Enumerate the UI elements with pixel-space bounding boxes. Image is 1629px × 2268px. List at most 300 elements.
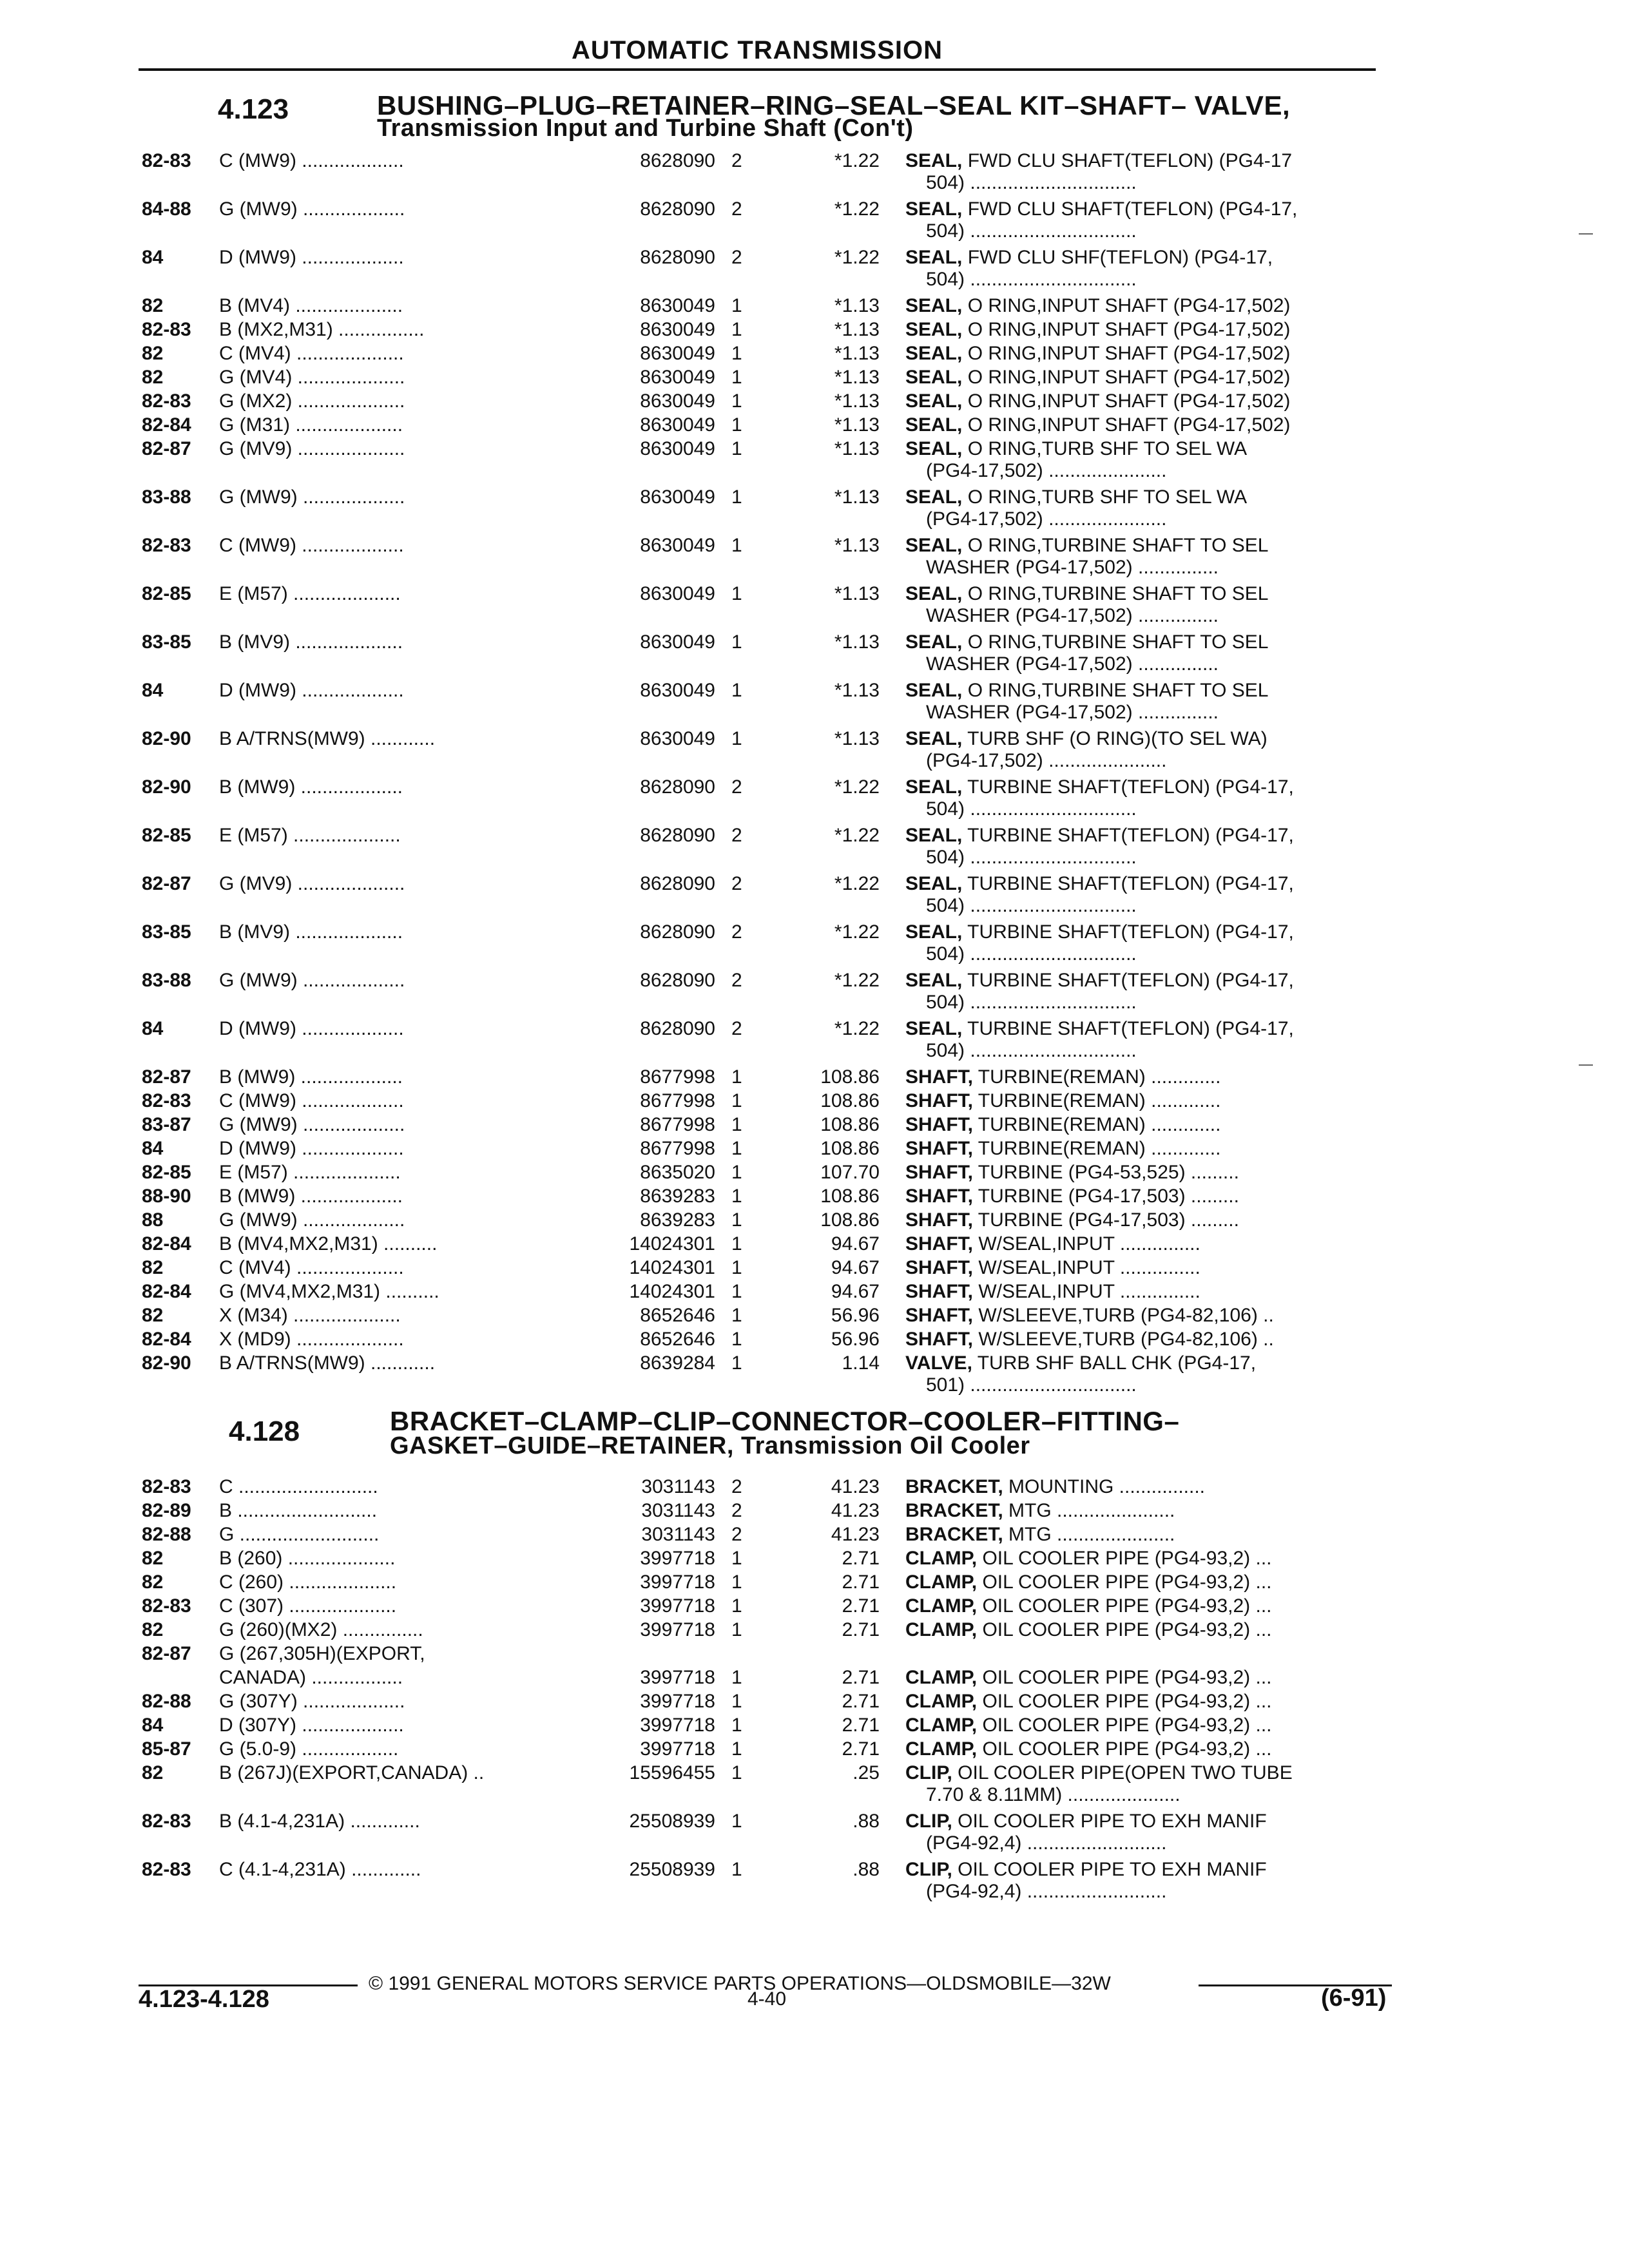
part-detail: FWD CLU SHAFT(TEFLON) (PG4-17, [962, 198, 1298, 220]
part-number: 8628090 [640, 150, 715, 171]
price: *1.22 [834, 825, 880, 846]
part-number: 8677998 [640, 1114, 715, 1135]
part-description [905, 824, 1389, 847]
quantity: 1 [731, 1138, 742, 1159]
price: *1.13 [834, 486, 880, 508]
price: 108.86 [820, 1090, 880, 1111]
model-year: 82 [142, 1305, 164, 1326]
model-code: B (MX2,M31) ................ [219, 319, 425, 340]
part-name: SEAL, [905, 367, 963, 388]
quantity: 1 [731, 1209, 742, 1231]
part-name: SHAFT, [905, 1281, 973, 1302]
part-name: SHAFT, [905, 1114, 973, 1135]
price: 2.71 [842, 1571, 880, 1593]
table-row [0, 872, 1629, 919]
model-year: 82-83 [142, 1090, 191, 1111]
model-code: G (MX2) .................... [219, 390, 405, 412]
price: 94.67 [831, 1281, 880, 1302]
price: *1.13 [834, 535, 880, 556]
model-code: C (MW9) ................... [219, 150, 404, 171]
model-code: E (M57) .................... [219, 583, 401, 604]
part-detail-continued: 504) ............................... [926, 847, 1137, 868]
model-code: B (4.1-4,231A) ............. [219, 1811, 420, 1832]
price: 108.86 [820, 1066, 880, 1088]
part-number: 8630049 [640, 728, 715, 749]
part-name: SEAL, [905, 438, 963, 459]
part-name: CLAMP, [905, 1595, 978, 1617]
part-description [905, 727, 1389, 751]
part-name: SEAL, [905, 825, 963, 846]
quantity: 1 [731, 319, 742, 340]
part-detail: TURBINE SHAFT(TEFLON) (PG4-17, [962, 776, 1294, 798]
part-description [905, 1714, 1389, 1737]
model-year: 82-87 [142, 873, 191, 894]
model-code: C (MW9) ................... [219, 1090, 404, 1111]
table-row [0, 969, 1629, 1015]
quantity: 1 [731, 1186, 742, 1207]
part-detail-continued: WASHER (PG4-17,502) ............... [926, 702, 1219, 723]
part-detail: OIL COOLER PIPE (PG4-93,2) ... [977, 1595, 1272, 1617]
part-description [905, 414, 1389, 437]
part-description [905, 198, 1389, 221]
part-number: 8628090 [640, 198, 715, 220]
model-year: 82 [142, 343, 164, 364]
model-code: B (MV9) .................... [219, 631, 403, 653]
part-detail: W/SEAL,INPUT ............... [973, 1257, 1200, 1278]
price: *1.13 [834, 631, 880, 653]
quantity: 1 [731, 1738, 742, 1760]
part-detail: TURBINE(REMAN) ............. [973, 1138, 1221, 1159]
part-name: SEAL, [905, 150, 963, 171]
quantity: 1 [731, 1548, 742, 1569]
model-code: G (267,305H)(EXPORT, [219, 1643, 425, 1664]
model-code: G (MV4) .................... [219, 367, 405, 388]
model-year: 82-84 [142, 1233, 191, 1254]
part-description [905, 1137, 1389, 1160]
part-description [905, 1619, 1389, 1642]
model-year: 82 [142, 1257, 164, 1278]
table-row [0, 582, 1629, 629]
part-number: 8630049 [640, 390, 715, 412]
part-name: SHAFT, [905, 1209, 973, 1231]
price: *1.22 [834, 1018, 880, 1039]
quantity: 1 [731, 1667, 742, 1688]
part-name: SHAFT, [905, 1233, 973, 1254]
table-row [0, 149, 1629, 196]
price: *1.22 [834, 247, 880, 268]
part-description [905, 437, 1389, 461]
quantity: 1 [731, 343, 742, 364]
model-code: B (260) .................... [219, 1548, 396, 1569]
part-detail: OIL COOLER PIPE TO EXH MANIF [952, 1811, 1267, 1832]
part-detail-continued: 504) ............................... [926, 1040, 1137, 1061]
model-code: C (4.1-4,231A) ............. [219, 1859, 421, 1880]
part-number: 8630049 [640, 295, 715, 316]
part-number: 3997718 [640, 1619, 715, 1640]
model-year: 82-88 [142, 1691, 191, 1712]
part-description [905, 390, 1389, 413]
part-name: CLIP, [905, 1811, 952, 1832]
quantity: 1 [731, 1281, 742, 1302]
model-year: 84 [142, 247, 164, 268]
model-year: 83-85 [142, 631, 191, 653]
part-number: 8628090 [640, 825, 715, 846]
header-rule [139, 68, 1376, 71]
price: *1.13 [834, 343, 880, 364]
part-description [905, 1810, 1389, 1833]
model-year: 83-88 [142, 486, 191, 508]
model-year: 82-90 [142, 728, 191, 749]
part-name: SEAL, [905, 535, 963, 556]
part-description [905, 1113, 1389, 1137]
part-name: CLAMP, [905, 1571, 978, 1593]
part-detail: TURB SHF (O RING)(TO SEL WA) [962, 728, 1268, 749]
quantity: 1 [731, 1619, 742, 1640]
part-number: 8630049 [640, 583, 715, 604]
model-year: 82 [142, 1548, 164, 1569]
part-number: 8630049 [640, 367, 715, 388]
part-detail-continued: (PG4-92,4) .......................... [926, 1881, 1167, 1902]
part-name: BRACKET, [905, 1500, 1003, 1521]
part-name: SEAL, [905, 970, 963, 991]
price: .25 [853, 1762, 880, 1783]
model-year: 84 [142, 680, 164, 701]
price: 41.23 [831, 1500, 880, 1521]
price: 107.70 [820, 1162, 880, 1183]
model-year: 82-84 [142, 414, 191, 436]
part-description [905, 1256, 1389, 1280]
part-description [905, 1185, 1389, 1208]
page-header-title: AUTOMATIC TRANSMISSION [571, 36, 943, 64]
quantity: 1 [731, 438, 742, 459]
part-description [905, 149, 1389, 173]
part-number: 8628090 [640, 247, 715, 268]
part-detail: OIL COOLER PIPE (PG4-93,2) ... [977, 1548, 1272, 1569]
part-description [905, 366, 1389, 389]
table-row [0, 824, 1629, 870]
part-name: SEAL, [905, 343, 963, 364]
model-year: 84 [142, 1715, 164, 1736]
part-detail: W/SEAL,INPUT ............... [973, 1281, 1200, 1302]
part-detail: O RING,TURBINE SHAFT TO SEL [962, 680, 1269, 701]
part-description [905, 872, 1389, 896]
quantity: 1 [731, 728, 742, 749]
price: 108.86 [820, 1209, 880, 1231]
model-code: X (M34) .................... [219, 1305, 401, 1326]
model-year: 82-83 [142, 1811, 191, 1832]
part-detail: TURBINE (PG4-17,503) ......... [973, 1186, 1239, 1207]
part-description [905, 921, 1389, 944]
part-number: 8630049 [640, 414, 715, 436]
part-detail: O RING,TURBINE SHAFT TO SEL [962, 631, 1269, 653]
part-detail-continued: 504) ............................... [926, 172, 1137, 193]
model-year: 84 [142, 1138, 164, 1159]
part-number: 8630049 [640, 343, 715, 364]
part-detail-continued: 7.70 & 8.11MM) ..................... [926, 1784, 1181, 1805]
part-number: 8628090 [640, 921, 715, 943]
price: 2.71 [842, 1595, 880, 1617]
footer-date: (6-91) [1321, 1984, 1387, 2012]
part-detail: OIL COOLER PIPE (PG4-93,2) ... [977, 1619, 1272, 1640]
part-number: 8630049 [640, 438, 715, 459]
part-number: 8628090 [640, 776, 715, 798]
section-number: 4.128 [229, 1416, 300, 1447]
part-description [905, 1304, 1389, 1327]
model-code: G .......................... [219, 1524, 380, 1545]
part-name: SHAFT, [905, 1257, 973, 1278]
part-name: SHAFT, [905, 1186, 973, 1207]
model-code: B (MV9) .................... [219, 921, 403, 943]
price: 94.67 [831, 1233, 880, 1254]
part-name: CLIP, [905, 1762, 952, 1783]
quantity: 1 [731, 390, 742, 412]
quantity: 1 [731, 1305, 742, 1326]
part-number: 8628090 [640, 970, 715, 991]
part-number: 3997718 [640, 1738, 715, 1760]
quantity: 1 [731, 680, 742, 701]
part-number: 8628090 [640, 1018, 715, 1039]
quantity: 2 [731, 247, 742, 268]
model-code: G (5.0-9) .................. [219, 1738, 399, 1760]
part-name: SEAL, [905, 319, 963, 340]
part-number: 8677998 [640, 1138, 715, 1159]
part-detail: TURBINE SHAFT(TEFLON) (PG4-17, [962, 921, 1294, 943]
part-detail: O RING,INPUT SHAFT (PG4-17,502) [962, 343, 1291, 364]
part-description [905, 1666, 1389, 1689]
price: 2.71 [842, 1738, 880, 1760]
part-detail: TURBINE(REMAN) ............. [973, 1090, 1221, 1111]
part-number: 15596455 [629, 1762, 715, 1783]
part-name: SEAL, [905, 921, 963, 943]
part-description [905, 582, 1389, 606]
price: 56.96 [831, 1329, 880, 1350]
part-name: SHAFT, [905, 1329, 973, 1350]
table-row [0, 486, 1629, 532]
part-name: SEAL, [905, 583, 963, 604]
model-year: 82 [142, 295, 164, 316]
model-code: E (M57) .................... [219, 1162, 401, 1183]
footer-section-range: 4.123-4.128 [139, 1986, 269, 2013]
model-code: C (260) .................... [219, 1571, 397, 1593]
price: *1.22 [834, 150, 880, 171]
part-detail-continued: 504) ............................... [926, 992, 1137, 1013]
table-row [0, 1858, 1629, 1905]
quantity: 1 [731, 1066, 742, 1088]
table-row [0, 1017, 1629, 1064]
price: *1.13 [834, 319, 880, 340]
quantity: 1 [731, 535, 742, 556]
section-title-line2: GASKET–GUIDE–RETAINER, Transmission Oil Cooler [390, 1432, 1030, 1459]
part-detail-continued: 501) ............................... [926, 1374, 1137, 1396]
part-name: SEAL, [905, 486, 963, 508]
part-description [905, 679, 1389, 702]
table-row [0, 921, 1629, 967]
part-detail: TURBINE SHAFT(TEFLON) (PG4-17, [962, 970, 1294, 991]
model-code: B (MV4,MX2,M31) .......... [219, 1233, 438, 1254]
price: *1.13 [834, 438, 880, 459]
margin-mark [1579, 233, 1593, 235]
table-row [0, 1810, 1629, 1856]
part-description [905, 1523, 1389, 1546]
part-description [905, 486, 1389, 509]
part-number: 3997718 [640, 1571, 715, 1593]
part-detail: O RING,INPUT SHAFT (PG4-17,502) [962, 319, 1291, 340]
model-year: 88-90 [142, 1186, 191, 1207]
quantity: 1 [731, 414, 742, 436]
model-code: G (MV9) .................... [219, 873, 405, 894]
part-description [905, 1209, 1389, 1232]
part-detail-continued: 504) ............................... [926, 895, 1137, 916]
model-year: 82 [142, 1619, 164, 1640]
part-description [905, 246, 1389, 269]
footer-page-number: 4-40 [747, 1988, 787, 2010]
quantity: 1 [731, 486, 742, 508]
part-detail: OIL COOLER PIPE (PG4-93,2) ... [977, 1715, 1272, 1736]
part-description [905, 969, 1389, 992]
model-code: G (MW9) ................... [219, 1209, 405, 1231]
model-code: B (267J)(EXPORT,CANADA) .. [219, 1762, 485, 1783]
table-row [0, 631, 1629, 677]
part-number: 3997718 [640, 1548, 715, 1569]
price: *1.13 [834, 295, 880, 316]
quantity: 1 [731, 1595, 742, 1617]
model-year: 82-84 [142, 1329, 191, 1350]
part-detail: TURBINE (PG4-53,525) ......... [973, 1162, 1239, 1183]
quantity: 2 [731, 1524, 742, 1545]
part-number: 8652646 [640, 1329, 715, 1350]
part-detail: FWD CLU SHF(TEFLON) (PG4-17, [962, 247, 1273, 268]
price: 1.14 [842, 1352, 880, 1374]
part-name: SEAL, [905, 680, 963, 701]
quantity: 1 [731, 1762, 742, 1783]
section-number: 4.123 [218, 93, 289, 125]
quantity: 1 [731, 583, 742, 604]
part-detail: OIL COOLER PIPE (PG4-93,2) ... [977, 1691, 1272, 1712]
table-row [0, 1352, 1629, 1398]
model-code: G (MW9) ................... [219, 970, 405, 991]
part-detail: O RING,TURB SHF TO SEL WA [962, 486, 1248, 508]
part-name: CLAMP, [905, 1619, 978, 1640]
model-year: 83-88 [142, 970, 191, 991]
model-year: 82-83 [142, 150, 191, 171]
price: 2.71 [842, 1548, 880, 1569]
price: *1.13 [834, 680, 880, 701]
part-description [905, 1352, 1389, 1375]
model-year: 82-88 [142, 1524, 191, 1545]
quantity: 2 [731, 921, 742, 943]
part-detail: O RING,INPUT SHAFT (PG4-17,502) [962, 414, 1291, 436]
part-description [905, 342, 1389, 365]
part-detail-continued: (PG4-17,502) ...................... [926, 460, 1167, 481]
quantity: 1 [731, 1257, 742, 1278]
part-detail: TURBINE SHAFT(TEFLON) (PG4-17, [962, 1018, 1294, 1039]
model-code: C .......................... [219, 1476, 378, 1497]
part-description [905, 1280, 1389, 1303]
model-code: D (307Y) ................... [219, 1715, 404, 1736]
part-detail: W/SLEEVE,TURB (PG4-82,106) .. [973, 1305, 1274, 1326]
table-row [0, 1762, 1629, 1808]
part-description [905, 1017, 1389, 1041]
part-detail: TURBINE SHAFT(TEFLON) (PG4-17, [962, 873, 1294, 894]
quantity: 1 [731, 367, 742, 388]
model-year: 85-87 [142, 1738, 191, 1760]
table-row [0, 437, 1629, 484]
price: *1.13 [834, 367, 880, 388]
price: 2.71 [842, 1715, 880, 1736]
table-row [0, 727, 1629, 774]
model-year: 82-83 [142, 535, 191, 556]
part-name: BRACKET, [905, 1476, 1003, 1497]
model-year: 84 [142, 1018, 164, 1039]
price: .88 [853, 1859, 880, 1880]
part-number: 3997718 [640, 1667, 715, 1688]
table-row [0, 776, 1629, 822]
part-description [905, 1738, 1389, 1761]
part-number: 8628090 [640, 873, 715, 894]
model-code: G (307Y) ................... [219, 1691, 405, 1712]
model-code: E (M57) .................... [219, 825, 401, 846]
model-year: 82 [142, 1571, 164, 1593]
part-number: 25508939 [629, 1859, 715, 1880]
model-year: 82-87 [142, 1066, 191, 1088]
price: 41.23 [831, 1524, 880, 1545]
model-code: G (MW9) ................... [219, 198, 405, 220]
part-number: 8639283 [640, 1186, 715, 1207]
margin-mark [1579, 1064, 1593, 1066]
table-row [0, 534, 1629, 581]
part-detail-continued: 504) ............................... [926, 269, 1137, 290]
part-name: SEAL, [905, 873, 963, 894]
model-code: C (307) .................... [219, 1595, 397, 1617]
part-name: SHAFT, [905, 1090, 973, 1111]
part-detail: TURB SHF BALL CHK (PG4-17, [972, 1352, 1257, 1374]
model-year: 82-83 [142, 390, 191, 412]
part-detail: O RING,TURBINE SHAFT TO SEL [962, 535, 1269, 556]
section-title-line1: BRACKET–CLAMP–CLIP–CONNECTOR–COOLER–FITTING– [390, 1406, 1180, 1436]
model-year: 83-85 [142, 921, 191, 943]
part-number: 25508939 [629, 1811, 715, 1832]
part-description [905, 1161, 1389, 1184]
part-description [905, 776, 1389, 799]
model-year: 84-88 [142, 198, 191, 220]
price: 108.86 [820, 1186, 880, 1207]
model-code: X (MD9) .................... [219, 1329, 404, 1350]
model-code: C (MV4) .................... [219, 1257, 404, 1278]
model-year: 82-89 [142, 1500, 191, 1521]
model-code: G (MW9) ................... [219, 1114, 405, 1135]
part-name: SEAL, [905, 198, 963, 220]
part-name: SEAL, [905, 295, 963, 316]
model-code: B (MV4) .................... [219, 295, 403, 316]
model-code: G (MW9) ................... [219, 486, 405, 508]
model-code: C (MW9) ................... [219, 535, 404, 556]
model-year: 82-85 [142, 825, 191, 846]
model-year: 83-87 [142, 1114, 191, 1135]
part-number: 14024301 [629, 1233, 715, 1254]
model-code: G (260)(MX2) ............... [219, 1619, 423, 1640]
part-detail: MTG ...................... [1003, 1524, 1175, 1545]
price: *1.22 [834, 198, 880, 220]
model-code: B A/TRNS(MW9) ............ [219, 728, 436, 749]
model-code: G (M31) .................... [219, 414, 403, 436]
part-name: CLAMP, [905, 1715, 978, 1736]
part-name: CLAMP, [905, 1691, 978, 1712]
part-detail: O RING,INPUT SHAFT (PG4-17,502) [962, 367, 1291, 388]
part-description [905, 1858, 1389, 1881]
part-detail: TURBINE(REMAN) ............. [973, 1066, 1221, 1088]
part-description [905, 631, 1389, 654]
part-description [905, 1571, 1389, 1594]
